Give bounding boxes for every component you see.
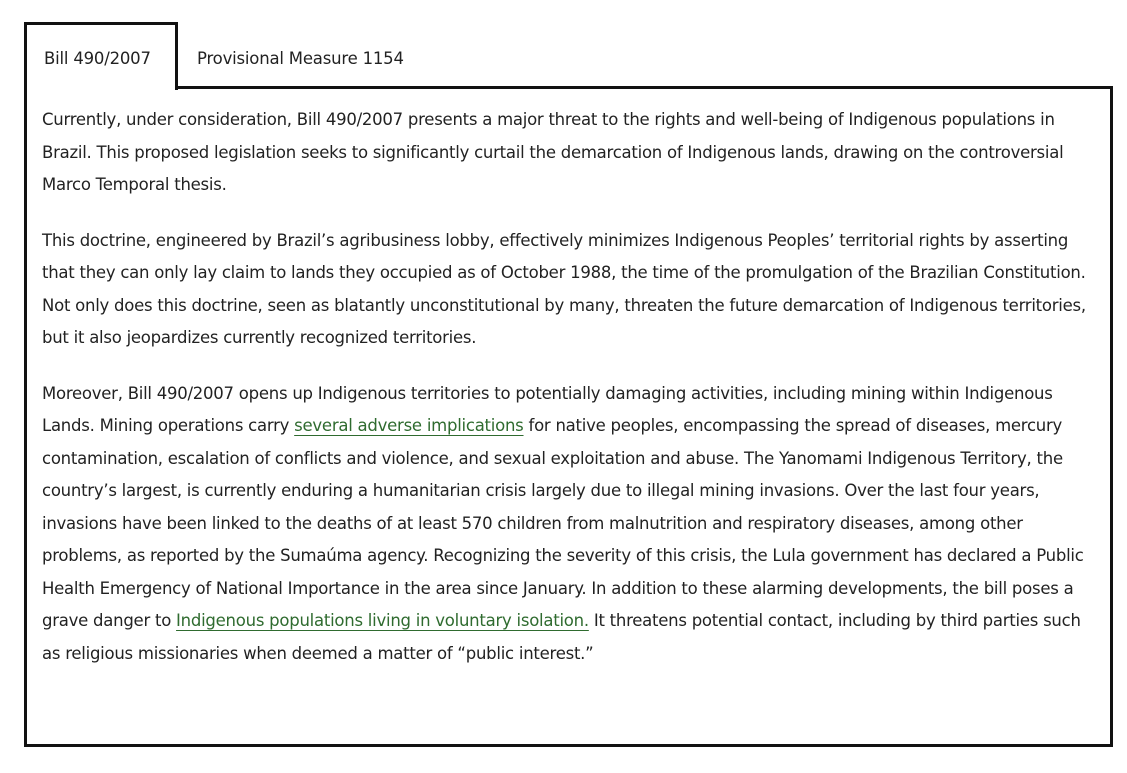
link-adverse-implications[interactable]: several adverse implications (294, 416, 524, 435)
tab-label: Bill 490/2007 (44, 49, 151, 68)
paragraph-intro: Currently, under consideration, Bill 490/2007 presents a major threat to the rights and well-being of Indigenous populations in Brazil. This proposed legislation seeks to significantly curtail the demarcation of Indigenous lands, drawing on the controversial Marco Temporal thesis. (42, 110, 1064, 194)
paragraph-doctrine: This doctrine, engineered by Brazil’s agribusiness lobby, effectively minimizes Indigenous Peoples’ territorial rights by asserting that they can only lay claim to lands they occupied as of October 1988, the time of the promulgation of the Brazilian Constitution. Not only does this doctrine, seen as blatantly unconstitutional by many, threaten the future demarcation of Indigenous territories, but it also jeopardizes currently recognized territories. (42, 230, 1086, 347)
tab-bar (24, 22, 404, 90)
paragraph-mining (42, 378, 1102, 671)
tab-bill-490-2007[interactable] (24, 22, 178, 90)
paragraph-text: for native peoples, encompassing the spread of diseases, mercury contamination, escalation of conflicts and violence, and sexual exploitation and abuse. The Yanomami Indigenous Territory, the country’s largest, is currently enduring a humanitarian crisis largely due to illegal mining invasions. Over the last four years, invasions have been linked to the deaths of at least 570 children from malnutrition and respiratory diseases, among other problems, as reported by the Sumaúma agency. Recognizing the severity of this crisis, the Lula government has declared a Public Health Emergency of National Importance in the area since January. In addition to these alarming developments, the bill poses a grave danger to (42, 416, 1084, 630)
tab-label: Provisional Measure 1154 (197, 49, 404, 68)
paragraph-text: Moreover, Bill 490/2007 opens up Indigenous territories to potentially damaging activities, including mining within Indigenous Lands. Mining operations carry (42, 383, 1053, 435)
paragraph-text: It threatens potential contact, including by third parties such as religious missionaries when deemed a matter of “public interest.” (42, 611, 1081, 663)
link-voluntary-isolation[interactable]: Indigenous populations living in voluntary isolation. (176, 611, 589, 630)
tab-provisional-measure-1154[interactable] (178, 22, 404, 90)
tab-panel-content (42, 104, 1102, 693)
